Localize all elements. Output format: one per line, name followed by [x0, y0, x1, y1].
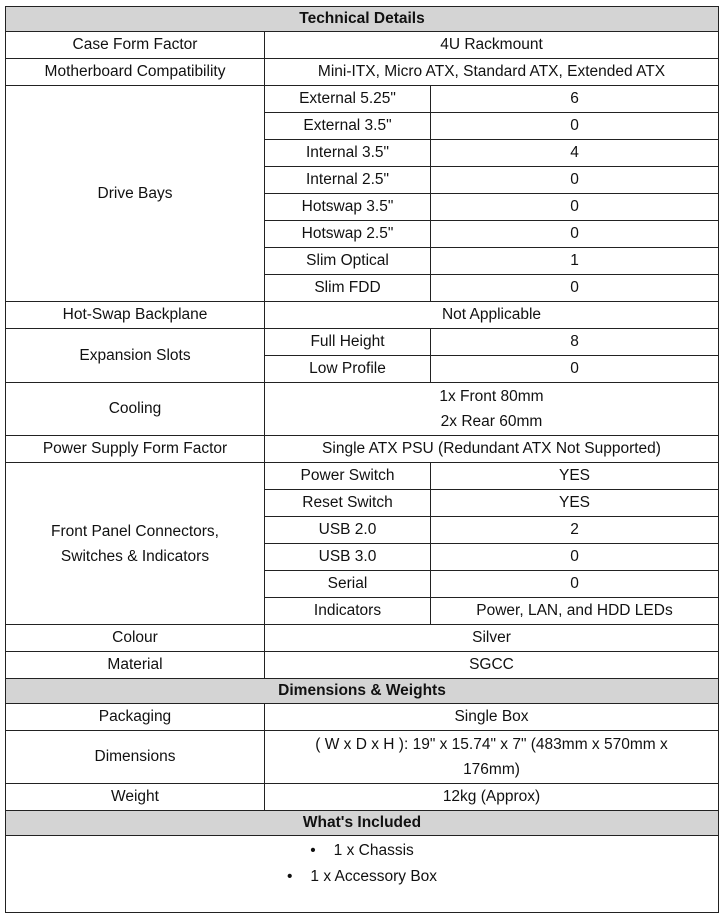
sub-value: 0: [431, 194, 719, 221]
sub-label: Slim Optical: [265, 248, 431, 275]
sub-label: Internal 3.5": [265, 140, 431, 167]
row-value: SGCC: [265, 652, 719, 679]
section-row: [6, 679, 719, 704]
sub-label: Low Profile: [265, 356, 431, 383]
spec-table: [5, 6, 719, 913]
sub-label: Hotswap 3.5": [265, 194, 431, 221]
sub-value: 0: [431, 356, 719, 383]
table-row: [6, 329, 719, 356]
row-label: Drive Bays: [6, 86, 265, 302]
sub-value: 1: [431, 248, 719, 275]
sub-label: Internal 2.5": [265, 167, 431, 194]
row-label: Dimensions: [6, 731, 265, 784]
row-value: Not Applicable: [265, 302, 719, 329]
sub-value: YES: [431, 490, 719, 517]
row-value: [265, 731, 719, 784]
sub-label: Indicators: [265, 598, 431, 625]
row-value: Mini-ITX, Micro ATX, Standard ATX, Extended ATX: [265, 59, 719, 86]
sub-label: USB 3.0: [265, 544, 431, 571]
row-label: Hot-Swap Backplane: [6, 302, 265, 329]
sub-value: 0: [431, 113, 719, 140]
table-row: [6, 436, 719, 463]
included-list: [6, 836, 719, 913]
cooling-front: 1x Front 80mm: [439, 388, 544, 405]
sub-value: 0: [431, 167, 719, 194]
sub-label: Power Switch: [265, 463, 431, 490]
table-row: [6, 836, 719, 913]
section-dimensions-weights: Dimensions & Weights: [6, 679, 719, 704]
sub-label: Full Height: [265, 329, 431, 356]
sub-value: 8: [431, 329, 719, 356]
sub-value: YES: [431, 463, 719, 490]
section-row: [6, 7, 719, 32]
table-row: [6, 302, 719, 329]
bullet-icon: •: [310, 842, 316, 859]
row-label: Power Supply Form Factor: [6, 436, 265, 463]
sub-value: 0: [431, 544, 719, 571]
front-panel-label-line1: Front Panel Connectors,: [50, 522, 219, 540]
row-label: Cooling: [6, 383, 265, 436]
sub-label: External 3.5": [265, 113, 431, 140]
row-value: Single ATX PSU (Redundant ATX Not Supported): [265, 436, 719, 463]
front-panel-label-line2: Switches & Indicators: [60, 547, 210, 565]
table-row: [6, 784, 719, 811]
table-row: [6, 652, 719, 679]
sub-label: USB 2.0: [265, 517, 431, 544]
sub-label: Reset Switch: [265, 490, 431, 517]
list-item: [10, 864, 714, 890]
list-item: [10, 838, 714, 864]
sub-label: External 5.25": [265, 86, 431, 113]
row-label: Expansion Slots: [6, 329, 265, 383]
row-label: [6, 463, 265, 625]
dimensions-line1: ( W x D x H ): 19" x 15.74" x 7" (483mm x 570mm x: [315, 736, 668, 753]
table-row: [6, 383, 719, 436]
sub-label: Slim FDD: [265, 275, 431, 302]
sub-value: 0: [431, 221, 719, 248]
section-row: [6, 811, 719, 836]
included-item-text: 1 x Chassis: [333, 842, 414, 859]
table-row: [6, 32, 719, 59]
table-row: [6, 704, 719, 731]
row-label: Packaging: [6, 704, 265, 731]
row-value: Single Box: [265, 704, 719, 731]
table-row: [6, 625, 719, 652]
sub-label: Serial: [265, 571, 431, 598]
row-value: [265, 383, 719, 436]
sub-value: 2: [431, 517, 719, 544]
sub-value: 0: [431, 275, 719, 302]
row-label: Case Form Factor: [6, 32, 265, 59]
dimensions-line2: 176mm): [463, 761, 520, 778]
table-row: [6, 463, 719, 490]
row-label: Motherboard Compatibility: [6, 59, 265, 86]
sub-value: 4: [431, 140, 719, 167]
row-value: Silver: [265, 625, 719, 652]
section-technical-details: Technical Details: [6, 7, 719, 32]
bullet-icon: •: [286, 868, 293, 885]
row-label: Colour: [6, 625, 265, 652]
sub-label: Hotswap 2.5": [265, 221, 431, 248]
table-row: [6, 86, 719, 113]
row-label: Weight: [6, 784, 265, 811]
table-row: [6, 59, 719, 86]
row-value: 4U Rackmount: [265, 32, 719, 59]
row-value: 12kg (Approx): [265, 784, 719, 811]
included-item-text: 1 x Accessory Box: [310, 868, 438, 885]
section-whats-included: What's Included: [6, 811, 719, 836]
cooling-rear: 2x Rear 60mm: [440, 413, 543, 430]
sub-value: Power, LAN, and HDD LEDs: [431, 598, 719, 625]
sub-value: 0: [431, 571, 719, 598]
sub-value: 6: [431, 86, 719, 113]
row-label: Material: [6, 652, 265, 679]
table-row: [6, 731, 719, 784]
